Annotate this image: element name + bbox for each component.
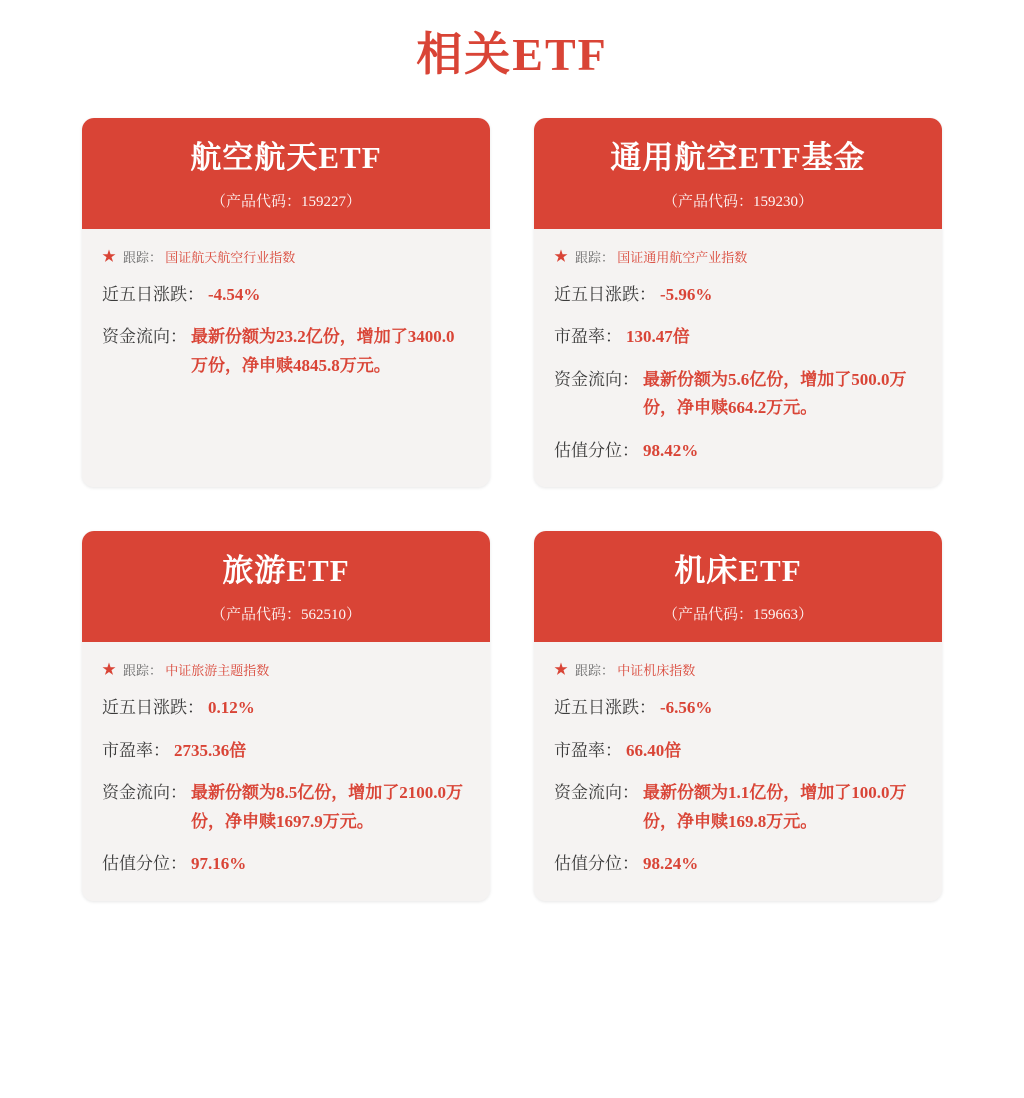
etf-card-body xyxy=(534,229,942,488)
five-day-change-value: 0.12% xyxy=(208,698,255,718)
etf-name: 机床ETF xyxy=(674,553,802,589)
valuation-percentile-row xyxy=(554,850,922,879)
valuation-percentile-value: 98.24% xyxy=(643,854,699,874)
pe-ratio-row xyxy=(554,737,922,766)
etf-code: （产品代码：562510） xyxy=(210,607,361,624)
fund-flow-label: 资金流向： xyxy=(102,327,187,347)
etf-card[interactable] xyxy=(82,118,490,487)
tracking-index-row xyxy=(554,249,922,267)
tracking-label: 跟踪： xyxy=(123,663,163,679)
pe-ratio-label: 市盈率： xyxy=(102,740,170,760)
fund-flow-label: 资金流向： xyxy=(554,783,639,803)
etf-card[interactable] xyxy=(82,531,490,900)
five-day-change-label: 近五日涨跌： xyxy=(102,698,204,718)
tracking-label: 跟踪： xyxy=(123,249,163,265)
pe-ratio-row xyxy=(102,737,470,766)
etf-card-header xyxy=(534,118,942,229)
etf-name: 旅游ETF xyxy=(222,553,350,589)
etf-card-header xyxy=(534,531,942,642)
etf-card-header xyxy=(82,531,490,642)
valuation-percentile-row xyxy=(102,850,470,879)
tracking-index-text xyxy=(575,249,747,267)
etf-card-grid xyxy=(80,118,944,901)
etf-card-body xyxy=(534,642,942,901)
tracking-index-text xyxy=(123,662,269,680)
star-icon: ★ xyxy=(102,249,116,265)
tracking-value: 国证通用航空产业指数 xyxy=(617,249,748,265)
five-day-change-label: 近五日涨跌： xyxy=(554,284,656,304)
tracking-label: 跟踪： xyxy=(575,249,615,265)
five-day-change-row xyxy=(554,694,922,723)
page-title: 相关ETF xyxy=(416,29,608,80)
five-day-change-value: -5.96% xyxy=(660,284,713,304)
etf-code: （产品代码：159663） xyxy=(662,607,813,624)
pe-ratio-value: 66.40倍 xyxy=(626,740,682,760)
etf-name: 航空航天ETF xyxy=(190,140,382,175)
fund-flow-row xyxy=(554,366,922,423)
etf-card[interactable] xyxy=(534,531,942,900)
five-day-change-row xyxy=(102,281,470,310)
valuation-percentile-label: 估值分位： xyxy=(102,854,187,874)
tracking-value: 中证机床指数 xyxy=(617,663,696,679)
fund-flow-label: 资金流向： xyxy=(102,783,187,803)
valuation-percentile-row xyxy=(554,437,922,466)
etf-card-body xyxy=(82,642,490,901)
fund-flow-label: 资金流向： xyxy=(554,369,639,389)
tracking-value: 中证旅游主题指数 xyxy=(165,663,270,679)
pe-ratio-value: 2735.36倍 xyxy=(174,740,247,760)
valuation-percentile-value: 98.42% xyxy=(643,440,699,460)
tracking-value: 国证航天航空行业指数 xyxy=(165,249,296,265)
tracking-index-row xyxy=(102,249,470,267)
pe-ratio-label: 市盈率： xyxy=(554,327,622,347)
valuation-percentile-label: 估值分位： xyxy=(554,854,639,874)
etf-card[interactable] xyxy=(534,118,942,487)
etf-code: （产品代码：159230） xyxy=(662,193,813,210)
fund-flow-value: 最新份额为23.2亿份，增加了3400.0万份，净申赎4845.8万元。 xyxy=(191,327,455,375)
tracking-index-row xyxy=(554,662,922,680)
tracking-index-text xyxy=(123,249,295,267)
star-icon: ★ xyxy=(554,663,568,679)
tracking-index-row xyxy=(102,662,470,680)
tracking-label: 跟踪： xyxy=(575,663,615,679)
etf-card-header xyxy=(82,118,490,229)
pe-ratio-label: 市盈率： xyxy=(554,740,622,760)
five-day-change-label: 近五日涨跌： xyxy=(554,698,656,718)
tracking-index-text xyxy=(575,662,695,680)
star-icon: ★ xyxy=(554,249,568,265)
five-day-change-value: -4.54% xyxy=(208,284,261,304)
five-day-change-label: 近五日涨跌： xyxy=(102,284,204,304)
valuation-percentile-label: 估值分位： xyxy=(554,440,639,460)
fund-flow-value: 最新份额为5.6亿份，增加了500.0万份，净申赎664.2万元。 xyxy=(643,369,907,418)
valuation-percentile-value: 97.16% xyxy=(191,854,247,874)
etf-code: （产品代码：159227） xyxy=(210,193,361,210)
fund-flow-value: 最新份额为1.1亿份，增加了100.0万份，净申赎169.8万元。 xyxy=(643,783,907,831)
five-day-change-row xyxy=(102,694,470,723)
fund-flow-value: 最新份额为8.5亿份，增加了2100.0万份，净申赎1697.9万元。 xyxy=(191,783,463,831)
etf-name: 通用航空ETF基金 xyxy=(610,140,866,175)
pe-ratio-row xyxy=(554,323,922,352)
star-icon: ★ xyxy=(102,663,116,679)
etf-card-body xyxy=(82,229,490,488)
fund-flow-row xyxy=(102,779,470,836)
pe-ratio-value: 130.47倍 xyxy=(626,327,690,347)
five-day-change-value: -6.56% xyxy=(660,698,713,718)
page-container xyxy=(0,18,1024,901)
fund-flow-row xyxy=(102,323,470,380)
fund-flow-row xyxy=(554,779,922,836)
five-day-change-row xyxy=(554,281,922,310)
